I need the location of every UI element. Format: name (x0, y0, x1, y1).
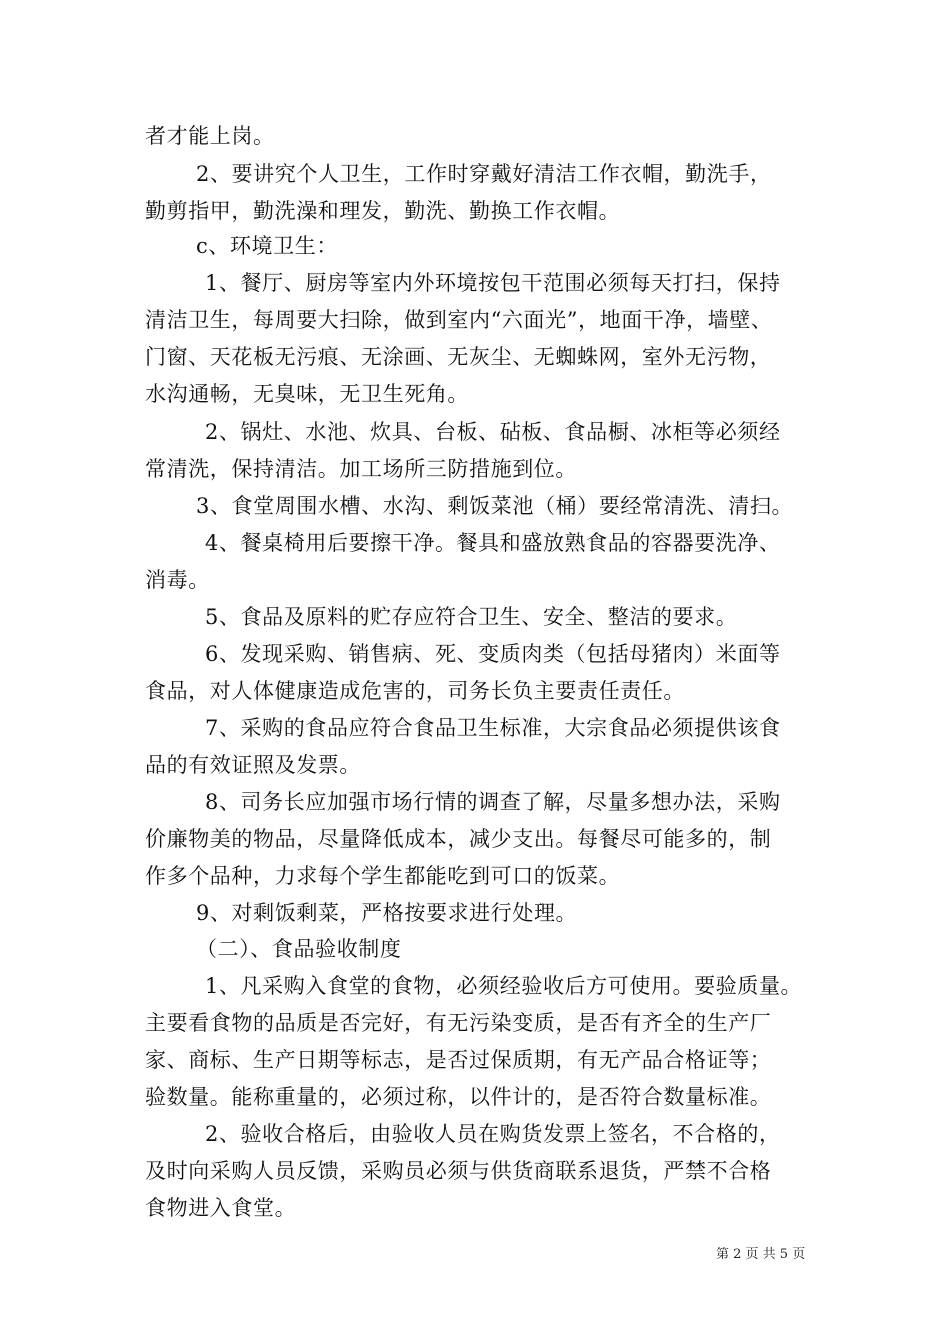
page-number-footer: 第 2 页 共 5 页 (716, 1247, 806, 1262)
text-line: 主要看食物的品质是否完好，有无污染变质，是否有齐全的生产厂 (145, 1011, 772, 1035)
text-line: 勤剪指甲，勤洗澡和理发，勤洗、勤换工作衣帽。 (145, 199, 621, 223)
text-line: 食品，对人体健康造成危害的，司务长负主要责任责任。 (145, 679, 685, 703)
text-line: 价廉物美的物品，尽量降低成本，减少支出。每餐尽可能多的，制 (145, 827, 772, 851)
text-line: 6、发现采购、销售病、死、变质肉类（包括母猪肉）米面等 (205, 642, 781, 666)
text-line: 2、锅灶、水池、炊具、台板、砧板、食品橱、冰柜等必须经 (205, 420, 781, 444)
text-line: 8、司务长应加强市场行情的调查了解，尽量多想办法，采购 (205, 790, 781, 814)
text-line: 者才能上岗。 (145, 124, 275, 148)
text-line: 7、采购的食品应符合食品卫生标准，大宗食品必须提供该食 (205, 716, 781, 740)
text-line: 食物进入食堂。 (145, 1196, 297, 1220)
text-line: 5、食品及原料的贮存应符合卫生、安全、整洁的要求。 (205, 605, 738, 629)
text-line: 消毒。 (145, 568, 210, 592)
text-line: 9、对剩饭剩菜，严格按要求进行处理。 (196, 901, 578, 925)
text-line: 4、餐桌椅用后要擦干净。餐具和盛放熟食品的容器要洗净、 (205, 531, 781, 555)
text-line: 2、验收合格后，由验收人员在购货发票上签名，不合格的， (205, 1122, 781, 1146)
section-heading: c、环境卫生： (196, 234, 338, 258)
text-line: 清洁卫生，每周要大扫除，做到室内“六面光”，地面干净，墙壁、 (145, 308, 773, 332)
text-line: 作多个品种，力求每个学生都能吃到可口的饭菜。 (145, 864, 621, 888)
text-line: 及时向采购人员反馈，采购员必须与供货商联系退货，严禁不合格 (145, 1159, 772, 1183)
text-line: 2、要讲究个人卫生，工作时穿戴好清洁工作衣帽，勤洗手， (196, 162, 772, 186)
text-line: 品的有效证照及发票。 (145, 753, 361, 777)
text-line: 1、凡采购入食堂的食物，必须经验收后方可使用。要验质量。 (205, 974, 803, 998)
section-heading: （二）、食品验收制度 (196, 937, 402, 961)
text-line: 家、商标、生产日期等标志，是否过保质期，有无产品合格证等； (145, 1048, 772, 1072)
text-line: 常清洗，保持清洁。加工场所三防措施到位。 (145, 457, 577, 481)
text-line: 验数量。能称重量的，必须过称，以件计的，是否符合数量标准。 (145, 1085, 772, 1109)
text-line: 水沟通畅，无臭味，无卫生死角。 (145, 382, 469, 406)
text-line: 3、食堂周围水槽、水沟、剩饭菜池（桶）要经常清洗、清扫。 (196, 494, 794, 518)
text-line: 1、餐厅、厨房等室内外环境按包干范围必须每天打扫，保持 (205, 271, 781, 295)
text-line: 门窗、天花板无污痕、无涂画、无灰尘、无蜘蛛网，室外无污物， (145, 345, 772, 369)
